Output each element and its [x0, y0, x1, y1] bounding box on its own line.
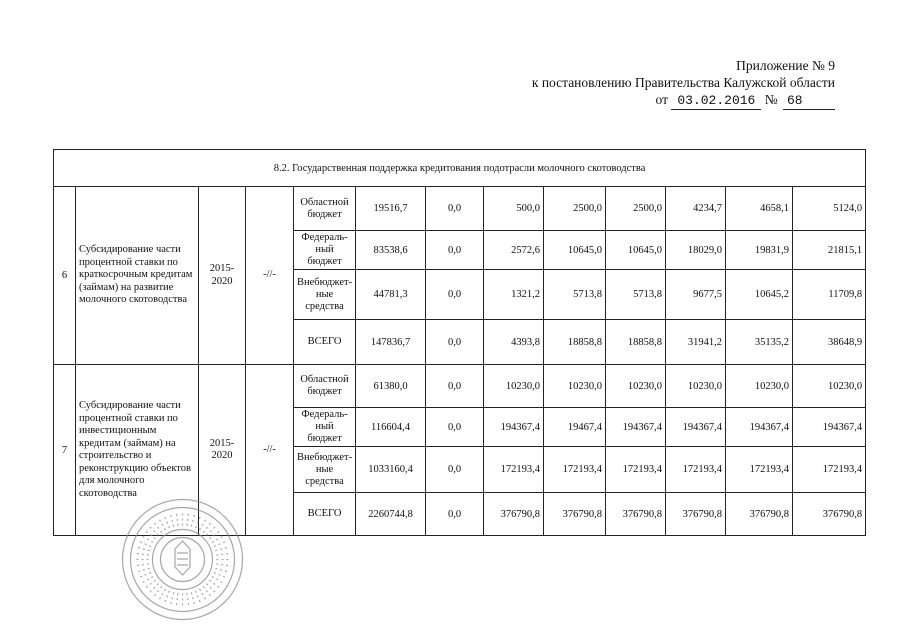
measure-name: Субсидирование части процентной ставки по инвестиционным кредитам (займам) на строительство и реконструкцию объектов для молочного скотоводства	[76, 365, 199, 536]
value-cell: 19516,7	[356, 187, 426, 231]
value-cell: 376790,8	[484, 493, 544, 536]
appendix-label: Приложение № 9	[736, 58, 835, 73]
value-cell: 10230,0	[544, 365, 606, 408]
funding-source: Внебюджет-ные средства	[294, 270, 356, 320]
value-cell: 172193,4	[793, 447, 866, 493]
date-number-line	[532, 91, 835, 110]
funding-source: ВСЕГО	[294, 320, 356, 365]
value-cell: 194367,4	[726, 408, 793, 447]
date-prefix: от	[655, 92, 668, 107]
value-cell: 10645,0	[544, 231, 606, 270]
value-cell: 10645,2	[726, 270, 793, 320]
resolution-label: к постановлению Правительства Калужской области	[531, 75, 835, 90]
document-header	[532, 57, 835, 110]
value-cell: 5713,8	[544, 270, 606, 320]
value-cell: 2260744,8	[356, 493, 426, 536]
section-title: 8.2. Государственная поддержка кредитования подотрасли молочного скотоводства	[54, 150, 866, 187]
value-cell: 2500,0	[606, 187, 666, 231]
measure-period: 2015-2020	[199, 365, 246, 536]
value-cell: 1033160,4	[356, 447, 426, 493]
value-cell: 10645,0	[606, 231, 666, 270]
value-cell: 172193,4	[726, 447, 793, 493]
value-cell: 194367,4	[666, 408, 726, 447]
value-cell: 0,0	[426, 187, 484, 231]
funding-source: Областной бюджет	[294, 187, 356, 231]
funding-source: Областной бюджет	[294, 365, 356, 408]
value-cell: 0,0	[426, 231, 484, 270]
value-cell: 376790,8	[666, 493, 726, 536]
measure-number: 6	[54, 187, 76, 365]
measure-name: Субсидирование части процентной ставки по краткосрочным кредитам (займам) на развитие молочного скотоводства	[76, 187, 199, 365]
value-cell: 376790,8	[544, 493, 606, 536]
funding-source: ВСЕГО	[294, 493, 356, 536]
table-row	[54, 365, 866, 408]
measure-period: 2015-2020	[199, 187, 246, 365]
value-cell: 376790,8	[606, 493, 666, 536]
funding-source: Внебюджет-ные средства	[294, 447, 356, 493]
resolution-number: 68	[783, 92, 835, 110]
value-cell: 21815,1	[793, 231, 866, 270]
value-cell: 194367,4	[793, 408, 866, 447]
value-cell: 172193,4	[606, 447, 666, 493]
value-cell: 0,0	[426, 493, 484, 536]
value-cell: 35135,2	[726, 320, 793, 365]
value-cell: 172193,4	[484, 447, 544, 493]
measure-number: 7	[54, 365, 76, 536]
value-cell: 500,0	[484, 187, 544, 231]
section-header-row	[54, 150, 866, 187]
funding-source: Федераль-ный бюджет	[294, 231, 356, 270]
value-cell: 0,0	[426, 365, 484, 408]
value-cell: 116604,4	[356, 408, 426, 447]
value-cell: 4393,8	[484, 320, 544, 365]
value-cell: 2572,6	[484, 231, 544, 270]
value-cell: 61380,0	[356, 365, 426, 408]
value-cell: 10230,0	[484, 365, 544, 408]
value-cell: 4234,7	[666, 187, 726, 231]
value-cell: 18029,0	[666, 231, 726, 270]
value-cell: 172193,4	[544, 447, 606, 493]
value-cell: 0,0	[426, 447, 484, 493]
value-cell: 18858,8	[544, 320, 606, 365]
value-cell: 0,0	[426, 320, 484, 365]
value-cell: 194367,4	[606, 408, 666, 447]
value-cell: 376790,8	[726, 493, 793, 536]
value-cell: 5124,0	[793, 187, 866, 231]
funding-source: Федераль-ный бюджет	[294, 408, 356, 447]
measure-executor: -//-	[246, 187, 294, 365]
value-cell: 31941,2	[666, 320, 726, 365]
value-cell: 10230,0	[726, 365, 793, 408]
value-cell: 10230,0	[793, 365, 866, 408]
value-cell: 38648,9	[793, 320, 866, 365]
value-cell: 5713,8	[606, 270, 666, 320]
value-cell: 11709,8	[793, 270, 866, 320]
number-prefix: №	[764, 92, 778, 107]
value-cell: 10230,0	[666, 365, 726, 408]
value-cell: 194367,4	[484, 408, 544, 447]
value-cell: 0,0	[426, 408, 484, 447]
value-cell: 2500,0	[544, 187, 606, 231]
value-cell: 19467,4	[544, 408, 606, 447]
funding-table	[53, 149, 866, 536]
value-cell: 376790,8	[793, 493, 866, 536]
resolution-date: 03.02.2016	[671, 92, 761, 110]
table-row	[54, 187, 866, 231]
value-cell: 4658,1	[726, 187, 793, 231]
value-cell: 44781,3	[356, 270, 426, 320]
value-cell: 0,0	[426, 270, 484, 320]
value-cell: 9677,5	[666, 270, 726, 320]
value-cell: 147836,7	[356, 320, 426, 365]
value-cell: 1321,2	[484, 270, 544, 320]
value-cell: 18858,8	[606, 320, 666, 365]
value-cell: 172193,4	[666, 447, 726, 493]
official-stamp	[120, 497, 245, 622]
value-cell: 83538,6	[356, 231, 426, 270]
value-cell: 19831,9	[726, 231, 793, 270]
measure-executor: -//-	[246, 365, 294, 536]
value-cell: 10230,0	[606, 365, 666, 408]
